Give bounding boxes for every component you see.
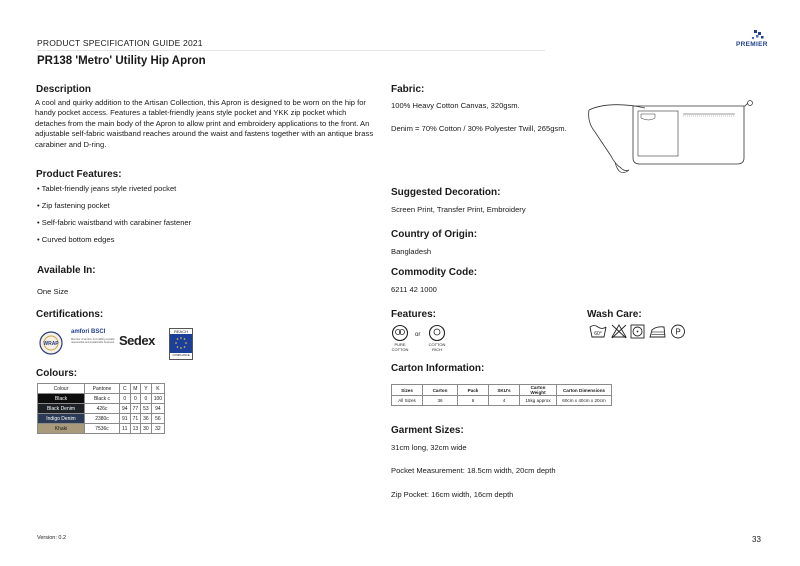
page-number: 33 [752, 535, 761, 544]
table-row [38, 394, 165, 404]
colours-heading: Colours: [36, 368, 78, 379]
table-cell: 2380c [85, 414, 120, 424]
available-in-value: One Size [37, 287, 69, 296]
features-icons [391, 324, 461, 352]
table-cell: 53 [141, 404, 152, 414]
table-cell: All Sizes [392, 396, 423, 406]
list-item: • Curved bottom edges [37, 235, 115, 244]
features-or-text: or [415, 332, 421, 338]
column-header: Y [141, 384, 152, 394]
reach-subtext: COMPLIANCE [172, 354, 190, 357]
wash-care-icons [588, 322, 698, 340]
origin-value: Bangladesh [391, 247, 432, 256]
table-row [38, 414, 165, 424]
pure-cotton-icon [391, 324, 409, 342]
table-cell: 56 [151, 414, 164, 424]
column-header: Pack [458, 385, 489, 396]
list-item: • Self-fabric waistband with carabiner fastener [37, 218, 192, 227]
table-cell: 7536c [85, 424, 120, 434]
column-header: Carton Weight [520, 385, 557, 396]
certification-logos [37, 328, 197, 358]
wrap-logo-text: WRAP [43, 341, 59, 347]
table-cell: 30 [141, 424, 152, 434]
table-cell: 6 [458, 396, 489, 406]
fabric-line-2: Denim = 70% Cotton / 30% Polyester Twill, 265gsm. [391, 124, 567, 133]
iron-icon [650, 327, 665, 337]
reach-logo [169, 328, 193, 360]
colour-swatch: Black Denim [38, 404, 85, 414]
guide-title: PRODUCT SPECIFICATION GUIDE 2021 [37, 38, 203, 48]
column-header: Carton Dimensions [557, 385, 612, 396]
fabric-heading: Fabric: [391, 84, 425, 95]
dry-clean-text: P [675, 327, 681, 337]
carabiner [615, 162, 629, 173]
sedex-logo: Sedex [119, 333, 155, 348]
cotton-rich-icon [428, 324, 446, 342]
no-bleach-icon [612, 325, 626, 338]
list-item: • Tablet-friendly jeans style riveted pocket [37, 184, 177, 193]
tumble-dry-icon [631, 325, 644, 338]
table-cell: 15kg approx [520, 396, 557, 406]
column-header: M [130, 384, 141, 394]
fabric-line-1: 100% Heavy Cotton Canvas, 320gsm. [391, 101, 520, 110]
garment-sizes-line-1: 31cm long, 32cm wide [391, 443, 467, 452]
jeans-pocket [638, 111, 678, 156]
apron-illustration [585, 92, 765, 182]
certifications-heading: Certifications: [36, 309, 104, 320]
table-header-row [392, 385, 612, 396]
carton-heading: Carton Information: [391, 363, 485, 374]
amfori-subtext: Member of amfori, for building socially responsible and sustainable business [71, 338, 115, 344]
garment-sizes-heading: Garment Sizes: [391, 425, 464, 436]
table-row [38, 424, 165, 434]
column-header: SKU's [489, 385, 520, 396]
origin-heading: Country of Origin: [391, 229, 478, 240]
eu-flag-icon [170, 334, 192, 353]
column-header: Colour [38, 384, 85, 394]
version-label: Version: 0.2 [37, 535, 67, 541]
wash-temp-text: 60° [594, 331, 602, 337]
table-cell: 0 [141, 394, 152, 404]
column-header: C [120, 384, 131, 394]
header-divider [37, 50, 545, 51]
column-header: K [151, 384, 164, 394]
dry-clean-icon [672, 325, 685, 338]
product-features-list [37, 184, 191, 252]
commodity-heading: Commodity Code: [391, 267, 478, 278]
list-item: • Zip fastening pocket [37, 201, 110, 210]
table-cell: 100 [151, 394, 164, 404]
table-cell: 0 [130, 394, 141, 404]
d-ring-icon [748, 101, 753, 106]
table-row [38, 404, 165, 414]
amfori-logo: amfori BSCI [71, 329, 106, 335]
reach-title: REACH [170, 329, 192, 334]
colour-swatch: Khaki [38, 424, 85, 434]
premier-logo [732, 28, 772, 47]
features-heading: Features: [391, 309, 437, 320]
eu-stars-icon [170, 334, 192, 353]
cotton-rich-label: COTTON RICH [428, 342, 446, 352]
description-text: A cool and quirky addition to the Artisan Collection, this Apron is designed to be worn on the hip for handy pocket access. Features a tablet-friendly jeans style pocket and YKK zip pocket which detaches from the main body of the Apron to allow print and embroidery applications to the front. An adjustable self-fabric waistband reaches around the waist and fastens together with an antique brass carabiner and D-ring. [35, 98, 374, 149]
description-heading: Description [36, 84, 92, 95]
table-cell: 36 [141, 414, 152, 424]
available-in-heading: Available In: [37, 265, 96, 276]
garment-sizes-line-3: Zip Pocket: 16cm width, 16cm depth [391, 490, 514, 499]
colour-swatch: Black [38, 394, 85, 404]
table-cell: 32 [151, 424, 164, 434]
waistband-strap [589, 105, 645, 110]
table-cell: 426c [85, 404, 120, 414]
decoration-heading: Suggested Decoration: [391, 187, 501, 198]
colour-swatch: Indigo Denim [38, 414, 85, 424]
product-features-heading: Product Features: [36, 169, 122, 180]
waistband-loop [589, 110, 629, 171]
table-cell: Black c [85, 394, 120, 404]
decoration-value: Screen Print, Transfer Print, Embroidery [391, 205, 526, 214]
column-header: Pantone [85, 384, 120, 394]
wash-symbols-icon [588, 322, 698, 340]
apron-top-edge [633, 103, 748, 106]
garment-sizes-line-2: Pocket Measurement: 18.5cm width, 20cm depth [391, 466, 556, 475]
table-cell: 36 [423, 396, 458, 406]
table-cell: 0 [120, 394, 131, 404]
logo-text: PREMIER [736, 41, 768, 48]
pocket-rivets [641, 114, 655, 120]
apron-body [633, 106, 744, 164]
table-row [392, 396, 612, 406]
table-header-row [38, 384, 165, 394]
table-cell: 4 [489, 396, 520, 406]
table-cell: 60cm x 40cm x 20cm [557, 396, 612, 406]
table-cell: 94 [151, 404, 164, 414]
column-header: Carton [423, 385, 458, 396]
pure-cotton-label: PURE COTTON [391, 342, 409, 352]
colours-table [37, 383, 165, 434]
table-cell: 11 [120, 424, 131, 434]
product-title: PR138 'Metro' Utility Hip Apron [37, 55, 206, 67]
commodity-value: 6211 42 1000 [391, 285, 437, 294]
table-cell: 77 [130, 404, 141, 414]
column-header: Sizes [392, 385, 423, 396]
table-cell: 13 [130, 424, 141, 434]
wash-care-heading: Wash Care: [587, 309, 642, 320]
carton-table [391, 384, 612, 406]
table-cell: 71 [130, 414, 141, 424]
logo-squares-icon [732, 28, 772, 42]
table-cell: 94 [120, 404, 131, 414]
table-cell: 91 [120, 414, 131, 424]
